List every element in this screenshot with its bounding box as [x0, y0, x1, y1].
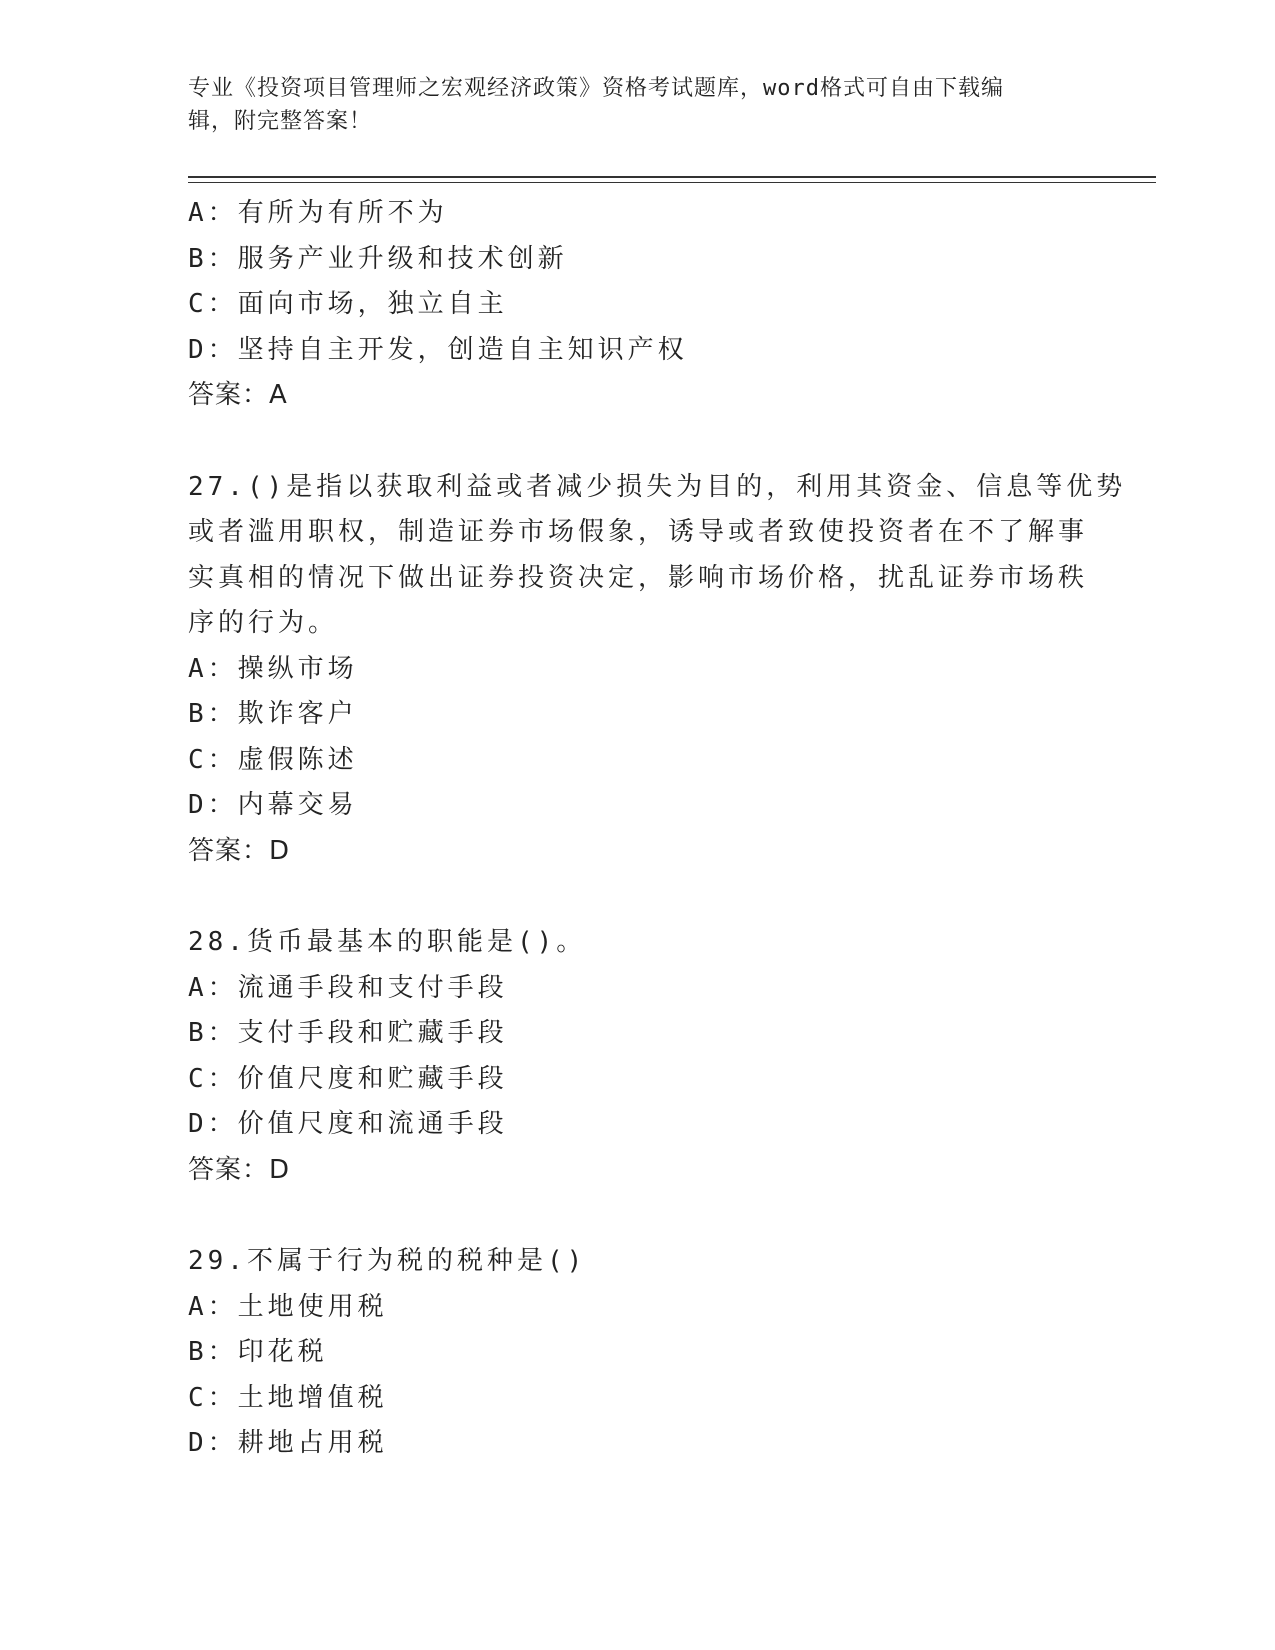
option-a: A：流通手段和支付手段	[188, 972, 508, 1003]
question-stem-line: 27.()是指以获取利益或者减少损失为目的，利用其资金、信息等优势	[188, 471, 1127, 502]
question-list	[188, 191, 1127, 1467]
question-27	[188, 465, 1127, 875]
option-d: D：耕地占用税	[188, 1428, 388, 1458]
answer-line: 答案：D	[188, 835, 291, 866]
option-a: A：有所为有所不为	[188, 198, 448, 228]
option-c: C：土地增值税	[188, 1382, 388, 1413]
option-d: D：坚持自主开发，创造自主知识产权	[188, 334, 688, 365]
option-b: B：印花税	[188, 1337, 328, 1367]
question-stem-line: 28.货币最基本的职能是()。	[188, 927, 587, 957]
option-b: B：支付手段和贮藏手段	[188, 1018, 508, 1048]
option-d: D：价值尺度和流通手段	[188, 1109, 508, 1139]
header-line-1: 专业《投资项目管理师之宏观经济政策》资格考试题库，word格式可自由下载编	[188, 76, 1004, 101]
question-26	[188, 191, 1088, 419]
document-header	[188, 72, 1068, 138]
header-line-2: 辑，附完整答案！	[188, 109, 373, 134]
option-c: C：价值尺度和贮藏手段	[188, 1063, 508, 1094]
question-stem-line: 实真相的情况下做出证券投资决定，影响市场价格，扰乱证券市场秩	[188, 562, 1089, 593]
question-stem-line: 29.不属于行为税的税种是()	[188, 1246, 587, 1276]
option-a: A：操纵市场	[188, 653, 358, 684]
option-b: B：欺诈客户	[188, 699, 358, 729]
question-28	[188, 920, 1088, 1193]
option-b: B：服务产业升级和技术创新	[188, 243, 568, 274]
option-d: D：内幕交易	[188, 790, 358, 820]
question-stem-line: 或者滥用职权，制造证券市场假象，诱导或者致使投资者在不了解事	[188, 517, 1089, 547]
header-rule-thick	[188, 176, 1156, 178]
option-c: C：虚假陈述	[188, 744, 358, 775]
question-stem-line: 序的行为。	[188, 608, 339, 638]
answer-line: 答案：A	[188, 380, 288, 410]
answer-line: 答案：D	[188, 1154, 291, 1185]
question-29	[188, 1239, 1088, 1467]
option-a: A：土地使用税	[188, 1291, 388, 1322]
header-rule-thin	[188, 182, 1156, 183]
option-c: C：面向市场，独立自主	[188, 289, 508, 319]
